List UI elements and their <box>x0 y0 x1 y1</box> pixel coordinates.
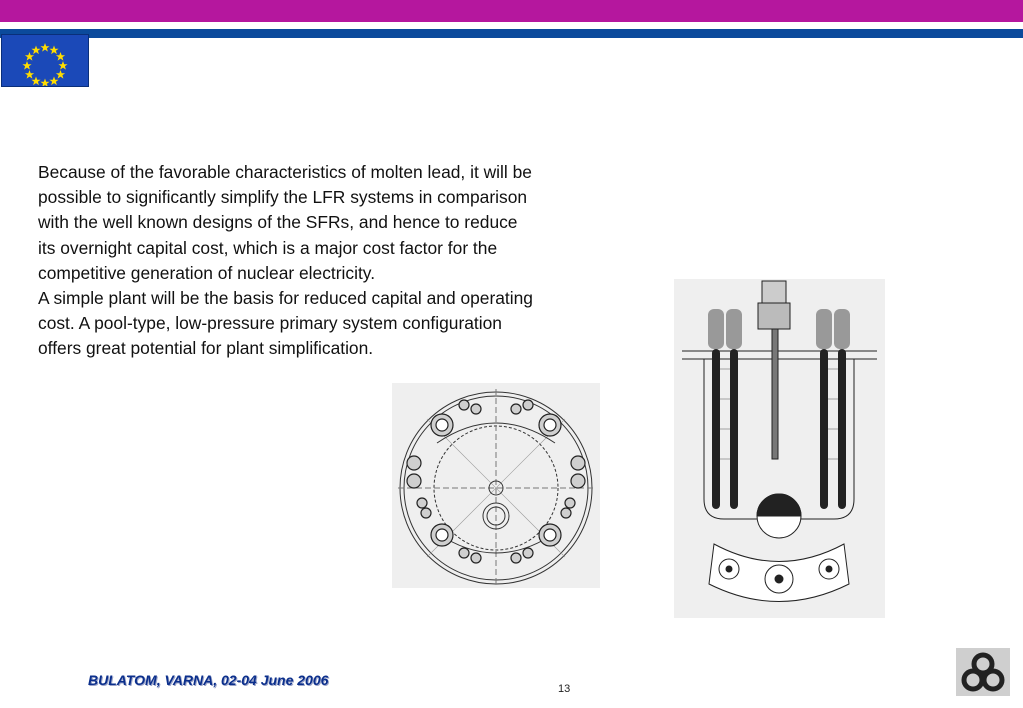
page-number: 13 <box>558 683 571 695</box>
footer-conference: BULATOM, VARNA, 02-04 June 2006 <box>88 672 329 688</box>
eu-flag-icon <box>1 34 89 87</box>
header-gap <box>0 22 1023 29</box>
paragraph-favorable-characteristics: Because of the favorable characteristics of molten lead, it will be possible to significantly simplify the LFR systems in comparison with the well known designs of the SFRs, and hence to reduce its overnight capital cost, which is a major cost factor for the competitive generation of nuclear electricity. <box>38 162 532 283</box>
body-text <box>38 160 538 362</box>
organization-logo-icon <box>956 648 1010 696</box>
header-magenta-bar <box>0 0 1023 22</box>
header-blue-bar <box>0 29 1023 38</box>
paragraph-simple-plant: A simple plant will be the basis for reduced capital and operating cost. A pool-type, low-pressure primary system configuration offers great potential for plant simplification. <box>38 288 533 359</box>
reactor-pool-plan-diagram <box>392 383 600 588</box>
reactor-vertical-section-diagram <box>674 279 885 618</box>
